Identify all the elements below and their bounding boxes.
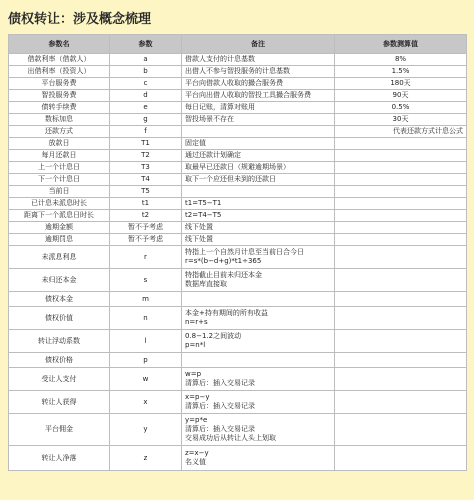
cell-note: 线下处置 — [182, 234, 335, 246]
cell-value: 180天 — [335, 78, 467, 90]
cell-param: T4 — [110, 174, 182, 186]
cell-note: y=p*e 清算后：插入交易记录 交易成功后从转让人头上划取 — [182, 414, 335, 446]
cell-param-name: 转让人获得 — [9, 391, 110, 414]
table-row — [9, 269, 467, 292]
table-row — [9, 307, 467, 330]
cell-param: f — [110, 126, 182, 138]
cell-param: z — [110, 446, 182, 471]
cell-note: 取下一个应还但未到的还款日 — [182, 174, 335, 186]
table-row — [9, 446, 467, 471]
cell-note: 0.8−1.2之间波动 p=n*l — [182, 330, 335, 353]
cell-param-name: 上一个计息日 — [9, 162, 110, 174]
cell-value: 8% — [335, 54, 467, 66]
cell-value: 代表还款方式计息公式 — [335, 126, 467, 138]
table-row — [9, 54, 467, 66]
cell-note: 出借人不参与智投服务的计息基数 — [182, 66, 335, 78]
cell-param-name: 当前日 — [9, 186, 110, 198]
cell-note — [182, 292, 335, 307]
cell-note: 平台向借款人收取的撮合服务费 — [182, 78, 335, 90]
cell-value — [335, 174, 467, 186]
table-row — [9, 222, 467, 234]
header-param-name: 参数名 — [9, 35, 110, 54]
cell-value — [335, 198, 467, 210]
cell-param-name: 平台佣金 — [9, 414, 110, 446]
cell-note: 借款人支付的计息基数 — [182, 54, 335, 66]
cell-value: 0.5% — [335, 102, 467, 114]
table-row — [9, 414, 467, 446]
cell-value: 90天 — [335, 90, 467, 102]
cell-param: n — [110, 307, 182, 330]
page-title: 债权转让：涉及概念梳理 — [8, 12, 152, 27]
cell-value: 30天 — [335, 114, 467, 126]
cell-note — [182, 353, 335, 368]
table-row — [9, 198, 467, 210]
cell-param-name: 债权价值 — [9, 307, 110, 330]
cell-param-name: 放款日 — [9, 138, 110, 150]
cell-note: 取最早已还款日（规避逾期场景） — [182, 162, 335, 174]
cell-value — [335, 234, 467, 246]
cell-param: T5 — [110, 186, 182, 198]
table-row — [9, 114, 467, 126]
table-row — [9, 210, 467, 222]
cell-param-name: 受让人支付 — [9, 368, 110, 391]
cell-param-name: 转让浮动系数 — [9, 330, 110, 353]
cell-param: l — [110, 330, 182, 353]
cell-note: 智投场景不存在 — [182, 114, 335, 126]
cell-note: 特指截止目前未归还本金 数据库直接取 — [182, 269, 335, 292]
table-row — [9, 150, 467, 162]
table-row — [9, 102, 467, 114]
cell-param: 暂不予考虑 — [110, 234, 182, 246]
table-row — [9, 66, 467, 78]
cell-param-name: 智投服务费 — [9, 90, 110, 102]
cell-value — [335, 269, 467, 292]
cell-param-name: 逾期罚息 — [9, 234, 110, 246]
table-row — [9, 174, 467, 186]
cell-param: g — [110, 114, 182, 126]
concept-table — [8, 34, 467, 471]
cell-note: 线下处置 — [182, 222, 335, 234]
table-row — [9, 126, 467, 138]
table-row — [9, 162, 467, 174]
cell-param: y — [110, 414, 182, 446]
header-param: 参数 — [110, 35, 182, 54]
table-row — [9, 234, 467, 246]
table-row — [9, 292, 467, 307]
cell-note — [182, 186, 335, 198]
cell-note: 本金+持有期间的所有收益 n=r+s — [182, 307, 335, 330]
cell-param-name: 债权本金 — [9, 292, 110, 307]
cell-param-name: 出借利率（投资人） — [9, 66, 110, 78]
table-header-row — [9, 35, 467, 54]
cell-param: s — [110, 269, 182, 292]
cell-value — [335, 162, 467, 174]
cell-param-name: 债转手续费 — [9, 102, 110, 114]
table-row — [9, 246, 467, 269]
table-row — [9, 78, 467, 90]
cell-param: d — [110, 90, 182, 102]
table-row — [9, 368, 467, 391]
cell-param: p — [110, 353, 182, 368]
cell-param-name: 逾期金额 — [9, 222, 110, 234]
header-note: 备注 — [182, 35, 335, 54]
table-row — [9, 330, 467, 353]
cell-param-name: 借款利率（借款人） — [9, 54, 110, 66]
table-body — [9, 54, 467, 471]
cell-param-name: 已计息未派息时长 — [9, 198, 110, 210]
cell-param-name: 距离下一个派息日时长 — [9, 210, 110, 222]
cell-param-name: 未派息利息 — [9, 246, 110, 269]
cell-param-name: 下一个计息日 — [9, 174, 110, 186]
cell-value — [335, 368, 467, 391]
cell-note: z=x−y 名义值 — [182, 446, 335, 471]
table-row — [9, 391, 467, 414]
table-row — [9, 138, 467, 150]
cell-note: 每日记账，清算对账用 — [182, 102, 335, 114]
cell-note: t2=T4−T5 — [182, 210, 335, 222]
cell-value: 1.5% — [335, 66, 467, 78]
table-row — [9, 90, 467, 102]
cell-param: T3 — [110, 162, 182, 174]
cell-note: w=p 清算后：插入交易记录 — [182, 368, 335, 391]
cell-note: t1=T5−T1 — [182, 198, 335, 210]
table-row — [9, 353, 467, 368]
cell-param-name: 未归还本金 — [9, 269, 110, 292]
cell-param-name: 每月还款日 — [9, 150, 110, 162]
cell-param: c — [110, 78, 182, 90]
cell-param-name: 转让人净落 — [9, 446, 110, 471]
cell-param-name: 还款方式 — [9, 126, 110, 138]
cell-note: 通过还款计划确定 — [182, 150, 335, 162]
cell-note — [182, 126, 335, 138]
cell-value — [335, 292, 467, 307]
cell-param: e — [110, 102, 182, 114]
cell-param: r — [110, 246, 182, 269]
cell-param: t1 — [110, 198, 182, 210]
cell-param: T1 — [110, 138, 182, 150]
cell-param: t2 — [110, 210, 182, 222]
cell-value — [335, 150, 467, 162]
cell-param: x — [110, 391, 182, 414]
cell-note: 特指上一个自然月计息至当前日合今日 r=s*(b−d+g)*t1÷365 — [182, 246, 335, 269]
table-row — [9, 186, 467, 198]
cell-note: x=p−y 清算后：插入交易记录 — [182, 391, 335, 414]
cell-note: 平台向出借人收取的智投工具撮合服务费 — [182, 90, 335, 102]
header-value: 参数测算值 — [335, 35, 467, 54]
cell-param-name: 数标加息 — [9, 114, 110, 126]
cell-param-name: 平台服务费 — [9, 78, 110, 90]
cell-value — [335, 330, 467, 353]
cell-param-name: 债权价格 — [9, 353, 110, 368]
cell-value — [335, 138, 467, 150]
cell-value — [335, 222, 467, 234]
cell-param: 暂不予考虑 — [110, 222, 182, 234]
cell-value — [335, 414, 467, 446]
cell-param: w — [110, 368, 182, 391]
cell-value — [335, 210, 467, 222]
cell-value — [335, 391, 467, 414]
cell-value — [335, 446, 467, 471]
cell-value — [335, 353, 467, 368]
cell-value — [335, 246, 467, 269]
cell-param: b — [110, 66, 182, 78]
cell-param: T2 — [110, 150, 182, 162]
cell-param: m — [110, 292, 182, 307]
cell-note: 固定值 — [182, 138, 335, 150]
cell-value — [335, 186, 467, 198]
cell-param: a — [110, 54, 182, 66]
cell-value — [335, 307, 467, 330]
